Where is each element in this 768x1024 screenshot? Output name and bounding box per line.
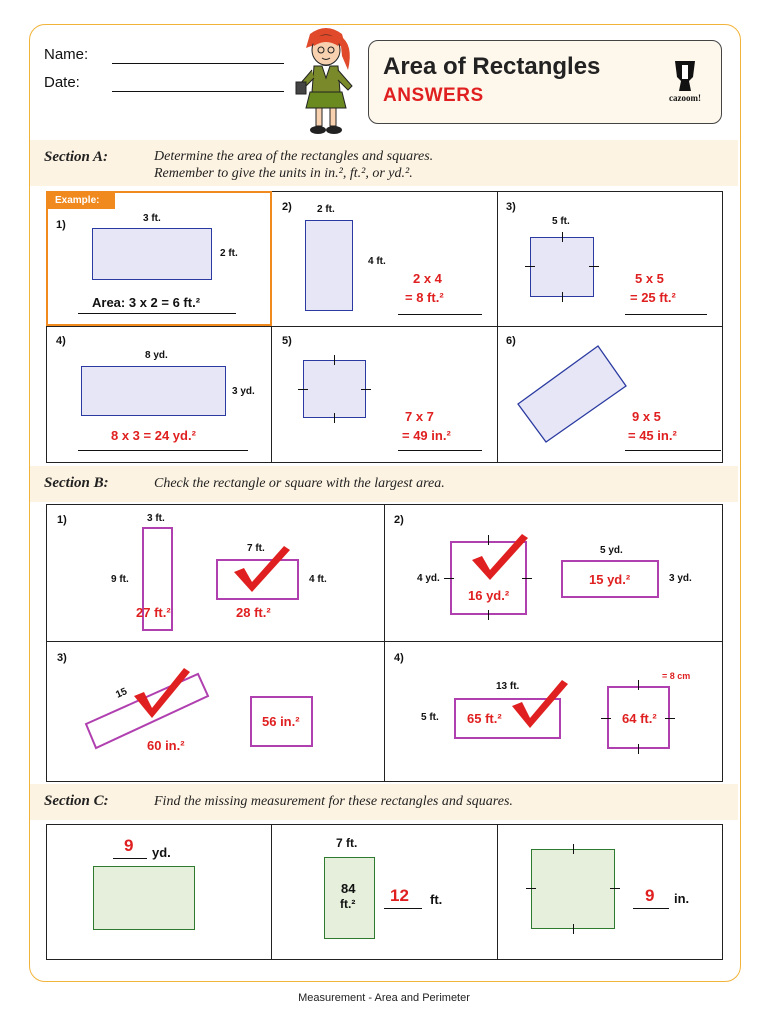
- answer-text: 9: [124, 836, 134, 855]
- dimension-label: 7 ft.: [247, 543, 265, 554]
- note-text: = 8 cm: [662, 671, 691, 681]
- grid-divider: [271, 824, 272, 959]
- answer-text: 9: [645, 886, 655, 905]
- answer-text: 12: [390, 886, 409, 905]
- girl-illustration: [290, 26, 362, 138]
- cazoom-logo: [663, 59, 707, 105]
- checkmark-icon: [468, 530, 530, 582]
- section-a-instruction-1: Determine the area of the rectangles and squares.: [154, 149, 434, 164]
- unit-label: ft.: [430, 892, 443, 907]
- answer-line[interactable]: [625, 450, 721, 451]
- question-number: 5): [282, 335, 292, 347]
- answer-text: = 8 ft.²: [405, 290, 444, 305]
- page-footer: Measurement - Area and Perimeter: [298, 992, 470, 1004]
- square-shape: [303, 360, 366, 418]
- question-number: 4): [394, 652, 404, 664]
- answers-label: ANSWERS: [383, 85, 484, 106]
- checkmark-icon: [130, 664, 192, 722]
- tick-mark: [525, 266, 535, 267]
- grid-divider: [384, 504, 385, 781]
- question-number: 3): [57, 652, 67, 664]
- rectangle-shape: [93, 866, 195, 930]
- answer-line[interactable]: [398, 314, 482, 315]
- tick-mark: [601, 718, 611, 719]
- tick-mark: [638, 744, 639, 754]
- tick-mark: [361, 389, 371, 390]
- square-shape: [530, 237, 594, 297]
- tick-mark: [573, 844, 574, 854]
- title-box: [368, 40, 722, 124]
- answer-line[interactable]: [633, 908, 669, 909]
- dimension-label: 3 yd.: [669, 573, 692, 584]
- question-number: 2): [282, 201, 292, 213]
- area-text: 28 ft.²: [236, 605, 271, 620]
- tick-mark: [298, 389, 308, 390]
- dimension-label: 5 ft.: [421, 712, 439, 723]
- answer-text: = 45 in.²: [628, 428, 677, 443]
- tick-mark: [562, 232, 563, 242]
- tick-mark: [638, 680, 639, 690]
- answer-line[interactable]: [113, 858, 147, 859]
- date-field[interactable]: [112, 91, 284, 92]
- dimension-label: 13 ft.: [496, 681, 520, 692]
- example-answer: Area: 3 x 2 = 6 ft.²: [92, 295, 201, 310]
- rectangle-shape: [81, 366, 226, 416]
- section-c-label: Section C:: [44, 793, 109, 809]
- logo-text: cazoom!: [669, 93, 701, 103]
- dimension-label: 8 yd.: [145, 350, 168, 361]
- answer-text: 9 x 5: [632, 409, 661, 424]
- unit-label: in.: [674, 891, 690, 906]
- dimension-label: 4 ft.: [368, 256, 386, 267]
- dimension-label: 3 ft.: [147, 513, 165, 524]
- answer-line[interactable]: [384, 908, 422, 909]
- answer-line[interactable]: [78, 450, 248, 451]
- dimension-label: 2 ft.: [220, 248, 238, 259]
- question-number: 2): [394, 514, 404, 526]
- section-a-instruction-2: Remember to give the units in in.², ft.², or yd.².: [154, 166, 413, 181]
- question-number: 1): [56, 219, 66, 231]
- question-number: 6): [506, 335, 516, 347]
- date-label: Date:: [44, 74, 80, 91]
- area-text: 16 yd.²: [468, 588, 510, 603]
- tick-mark: [334, 355, 335, 365]
- tick-mark: [488, 610, 489, 620]
- dimension-label: 3 ft.: [143, 213, 161, 224]
- area-text: 60 in.²: [147, 738, 185, 753]
- section-a-label: Section A:: [44, 149, 109, 165]
- question-number: 3): [506, 201, 516, 213]
- grid-divider: [46, 641, 722, 642]
- checkmark-icon: [508, 676, 570, 732]
- dimension-label: 2 ft.: [317, 204, 335, 215]
- area-text: 56 in.²: [262, 714, 300, 729]
- tick-mark: [444, 578, 454, 579]
- answer-line[interactable]: [625, 314, 707, 315]
- tick-mark: [573, 924, 574, 934]
- answer-text: 5 x 5: [635, 271, 664, 286]
- dimension-label: 7 ft.: [336, 836, 358, 850]
- dimension-label: 4 ft.: [309, 574, 327, 585]
- section-a-header: [30, 140, 738, 186]
- dimension-label: 5 ft.: [552, 216, 570, 227]
- name-field[interactable]: [112, 63, 284, 64]
- answer-text: 7 x 7: [405, 409, 434, 424]
- answer-line[interactable]: [398, 450, 482, 451]
- square-shape: [531, 849, 615, 929]
- section-c-header: [30, 784, 738, 820]
- dimension-label: 5 yd.: [600, 545, 623, 556]
- name-label: Name:: [44, 46, 89, 63]
- grid-divider: [497, 824, 498, 959]
- answer-text: = 25 ft.²: [630, 290, 676, 305]
- logo-icon: [663, 59, 707, 93]
- rotated-rectangle-shape: [512, 340, 632, 446]
- question-number: 4): [56, 335, 66, 347]
- tick-mark: [610, 888, 620, 889]
- dimension-label: 3 yd.: [232, 386, 255, 397]
- answer-text: = 49 in.²: [402, 428, 451, 443]
- checkmark-icon: [230, 542, 292, 594]
- tick-mark: [562, 292, 563, 302]
- answer-line: [78, 313, 236, 314]
- tick-mark: [589, 266, 599, 267]
- section-c-instruction: Find the missing measurement for these rectangles and squares.: [154, 794, 513, 809]
- section-b-header: [30, 466, 738, 502]
- dimension-label: 9 ft.: [111, 574, 129, 585]
- area-value: 84: [341, 881, 356, 896]
- rectangle-shape: [92, 228, 212, 280]
- grid-divider: [46, 326, 722, 327]
- area-text: 64 ft.²: [622, 711, 657, 726]
- area-unit: ft.²: [340, 897, 356, 911]
- area-text: 65 ft.²: [467, 711, 502, 726]
- section-b-instruction: Check the rectangle or square with the largest area.: [154, 476, 445, 491]
- tick-mark: [526, 888, 536, 889]
- tick-mark: [665, 718, 675, 719]
- area-text: 15 yd.²: [589, 572, 631, 587]
- tick-mark: [334, 413, 335, 423]
- section-b-label: Section B:: [44, 475, 109, 491]
- dimension-label: 4 yd.: [417, 573, 440, 584]
- page-title: Area of Rectangles: [383, 53, 601, 80]
- example-tag: Example:: [47, 192, 115, 209]
- area-text: 27 ft.²: [136, 605, 171, 620]
- question-number: 1): [57, 514, 67, 526]
- rectangle-shape: [305, 220, 353, 311]
- answer-text: 8 x 3 = 24 yd.²: [111, 428, 196, 443]
- unit-label: yd.: [152, 845, 171, 860]
- dimension-label: 15: [114, 686, 129, 701]
- answer-text: 2 x 4: [413, 271, 442, 286]
